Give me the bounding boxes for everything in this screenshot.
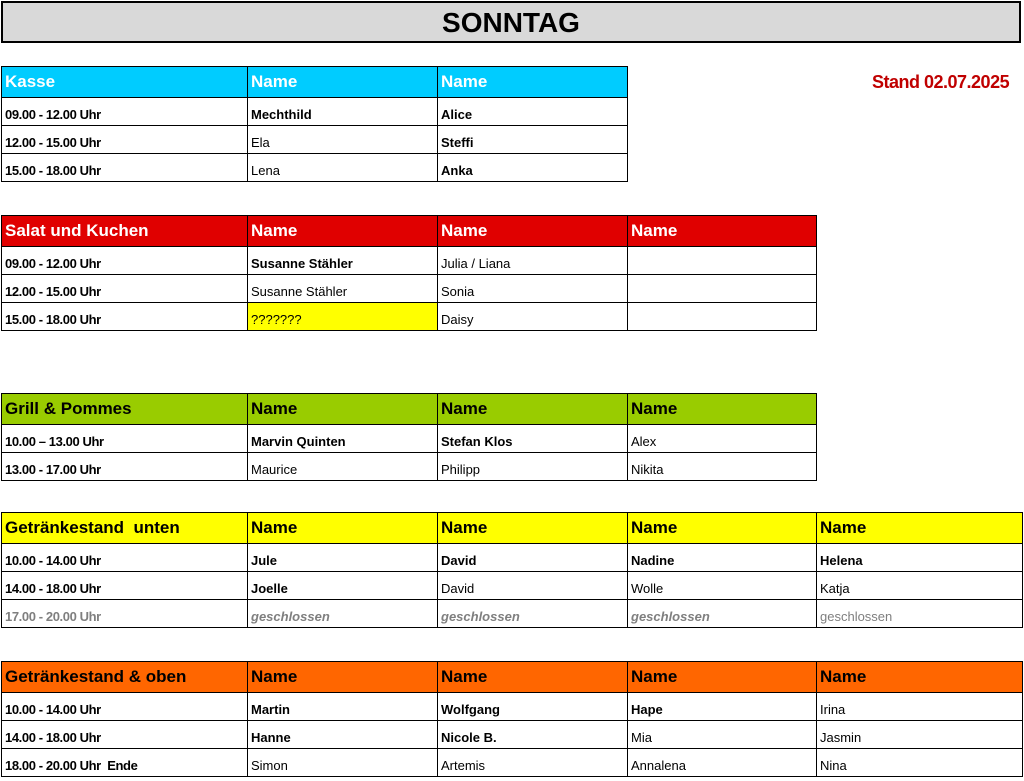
name-cell: Artemis bbox=[438, 749, 628, 777]
column-header: Name bbox=[817, 662, 1023, 693]
name-cell: Jasmin bbox=[817, 721, 1023, 749]
name-cell: Mia bbox=[628, 721, 817, 749]
section-title: Getränkestand unten bbox=[2, 513, 248, 544]
oben-table bbox=[1, 661, 1023, 777]
name-cell: David bbox=[438, 544, 628, 572]
table-row bbox=[2, 98, 628, 126]
time-cell: 13.00 - 17.00 Uhr bbox=[2, 453, 248, 481]
name-cell bbox=[628, 275, 817, 303]
unten-header-row bbox=[2, 513, 1023, 544]
column-header: Name bbox=[248, 662, 438, 693]
time-cell: 18.00 - 20.00 Uhr Ende bbox=[2, 749, 248, 777]
section-title: Kasse bbox=[2, 67, 248, 98]
name-cell: Daisy bbox=[438, 303, 628, 331]
name-cell: Jule bbox=[248, 544, 438, 572]
time-cell: 15.00 - 18.00 Uhr bbox=[2, 303, 248, 331]
table-row bbox=[2, 544, 1023, 572]
name-cell: Marvin Quinten bbox=[248, 425, 438, 453]
salat-header-row bbox=[2, 216, 817, 247]
time-cell: 14.00 - 18.00 Uhr bbox=[2, 721, 248, 749]
name-cell: geschlossen bbox=[628, 600, 817, 628]
name-cell: David bbox=[438, 572, 628, 600]
table-row bbox=[2, 275, 817, 303]
name-cell bbox=[628, 247, 817, 275]
name-cell: Hanne bbox=[248, 721, 438, 749]
grill-header-row bbox=[2, 394, 817, 425]
section-title: Getränkestand & oben bbox=[2, 662, 248, 693]
table-row bbox=[2, 749, 1023, 777]
section-title: Salat und Kuchen bbox=[2, 216, 248, 247]
column-header: Name bbox=[817, 513, 1023, 544]
name-cell: Hape bbox=[628, 693, 817, 721]
column-header: Name bbox=[438, 513, 628, 544]
name-cell: Susanne Stähler bbox=[248, 247, 438, 275]
time-cell: 10.00 - 14.00 Uhr bbox=[2, 693, 248, 721]
kasse-table bbox=[1, 66, 628, 182]
table-row bbox=[2, 154, 628, 182]
column-header: Name bbox=[438, 394, 628, 425]
column-header: Name bbox=[248, 394, 438, 425]
page-title: SONNTAG bbox=[1, 1, 1021, 43]
name-cell: Helena bbox=[817, 544, 1023, 572]
table-row bbox=[2, 572, 1023, 600]
name-cell: Nicole B. bbox=[438, 721, 628, 749]
name-cell: Irina bbox=[817, 693, 1023, 721]
name-cell: Wolfgang bbox=[438, 693, 628, 721]
name-cell: Katja bbox=[817, 572, 1023, 600]
column-header: Name bbox=[628, 513, 817, 544]
name-cell: Nadine bbox=[628, 544, 817, 572]
name-cell: Wolle bbox=[628, 572, 817, 600]
name-cell: Sonia bbox=[438, 275, 628, 303]
column-header: Name bbox=[438, 67, 628, 98]
time-cell: 09.00 - 12.00 Uhr bbox=[2, 247, 248, 275]
name-cell: Julia / Liana bbox=[438, 247, 628, 275]
name-cell: Ela bbox=[248, 126, 438, 154]
name-cell: geschlossen bbox=[817, 600, 1023, 628]
name-cell: Nikita bbox=[628, 453, 817, 481]
name-cell: Nina bbox=[817, 749, 1023, 777]
time-cell: 09.00 - 12.00 Uhr bbox=[2, 98, 248, 126]
section-title: Grill & Pommes bbox=[2, 394, 248, 425]
name-cell-highlighted: ??????? bbox=[248, 303, 438, 331]
column-header: Name bbox=[248, 513, 438, 544]
name-cell: Anka bbox=[438, 154, 628, 182]
time-cell: 12.00 - 15.00 Uhr bbox=[2, 126, 248, 154]
column-header: Name bbox=[438, 216, 628, 247]
name-cell: Alice bbox=[438, 98, 628, 126]
grill-table bbox=[1, 393, 817, 481]
table-row bbox=[2, 693, 1023, 721]
table-row bbox=[2, 721, 1023, 749]
name-cell: geschlossen bbox=[248, 600, 438, 628]
column-header: Name bbox=[628, 394, 817, 425]
time-cell: 14.00 - 18.00 Uhr bbox=[2, 572, 248, 600]
name-cell: Alex bbox=[628, 425, 817, 453]
name-cell: Stefan Klos bbox=[438, 425, 628, 453]
table-row bbox=[2, 453, 817, 481]
table-row bbox=[2, 126, 628, 154]
name-cell bbox=[628, 303, 817, 331]
column-header: Name bbox=[248, 67, 438, 98]
time-cell: 15.00 - 18.00 Uhr bbox=[2, 154, 248, 182]
name-cell: Mechthild bbox=[248, 98, 438, 126]
name-cell: Susanne Stähler bbox=[248, 275, 438, 303]
name-cell: Annalena bbox=[628, 749, 817, 777]
time-cell: 10.00 - 14.00 Uhr bbox=[2, 544, 248, 572]
name-cell: geschlossen bbox=[438, 600, 628, 628]
time-cell: 10.00 – 13.00 Uhr bbox=[2, 425, 248, 453]
column-header: Name bbox=[248, 216, 438, 247]
column-header: Name bbox=[438, 662, 628, 693]
name-cell: Steffi bbox=[438, 126, 628, 154]
unten-table bbox=[1, 512, 1023, 628]
time-cell: 17.00 - 20.00 Uhr bbox=[2, 600, 248, 628]
table-row bbox=[2, 247, 817, 275]
table-row bbox=[2, 600, 1023, 628]
table-row bbox=[2, 425, 817, 453]
salat-table bbox=[1, 215, 817, 331]
table-row bbox=[2, 303, 817, 331]
oben-header-row bbox=[2, 662, 1023, 693]
time-cell: 12.00 - 15.00 Uhr bbox=[2, 275, 248, 303]
name-cell: Joelle bbox=[248, 572, 438, 600]
stand-date: Stand 02.07.2025 bbox=[872, 72, 1010, 92]
name-cell: Lena bbox=[248, 154, 438, 182]
name-cell: Simon bbox=[248, 749, 438, 777]
name-cell: Martin bbox=[248, 693, 438, 721]
name-cell: Philipp bbox=[438, 453, 628, 481]
column-header: Name bbox=[628, 216, 817, 247]
column-header: Name bbox=[628, 662, 817, 693]
kasse-header-row bbox=[2, 67, 628, 98]
name-cell: Maurice bbox=[248, 453, 438, 481]
